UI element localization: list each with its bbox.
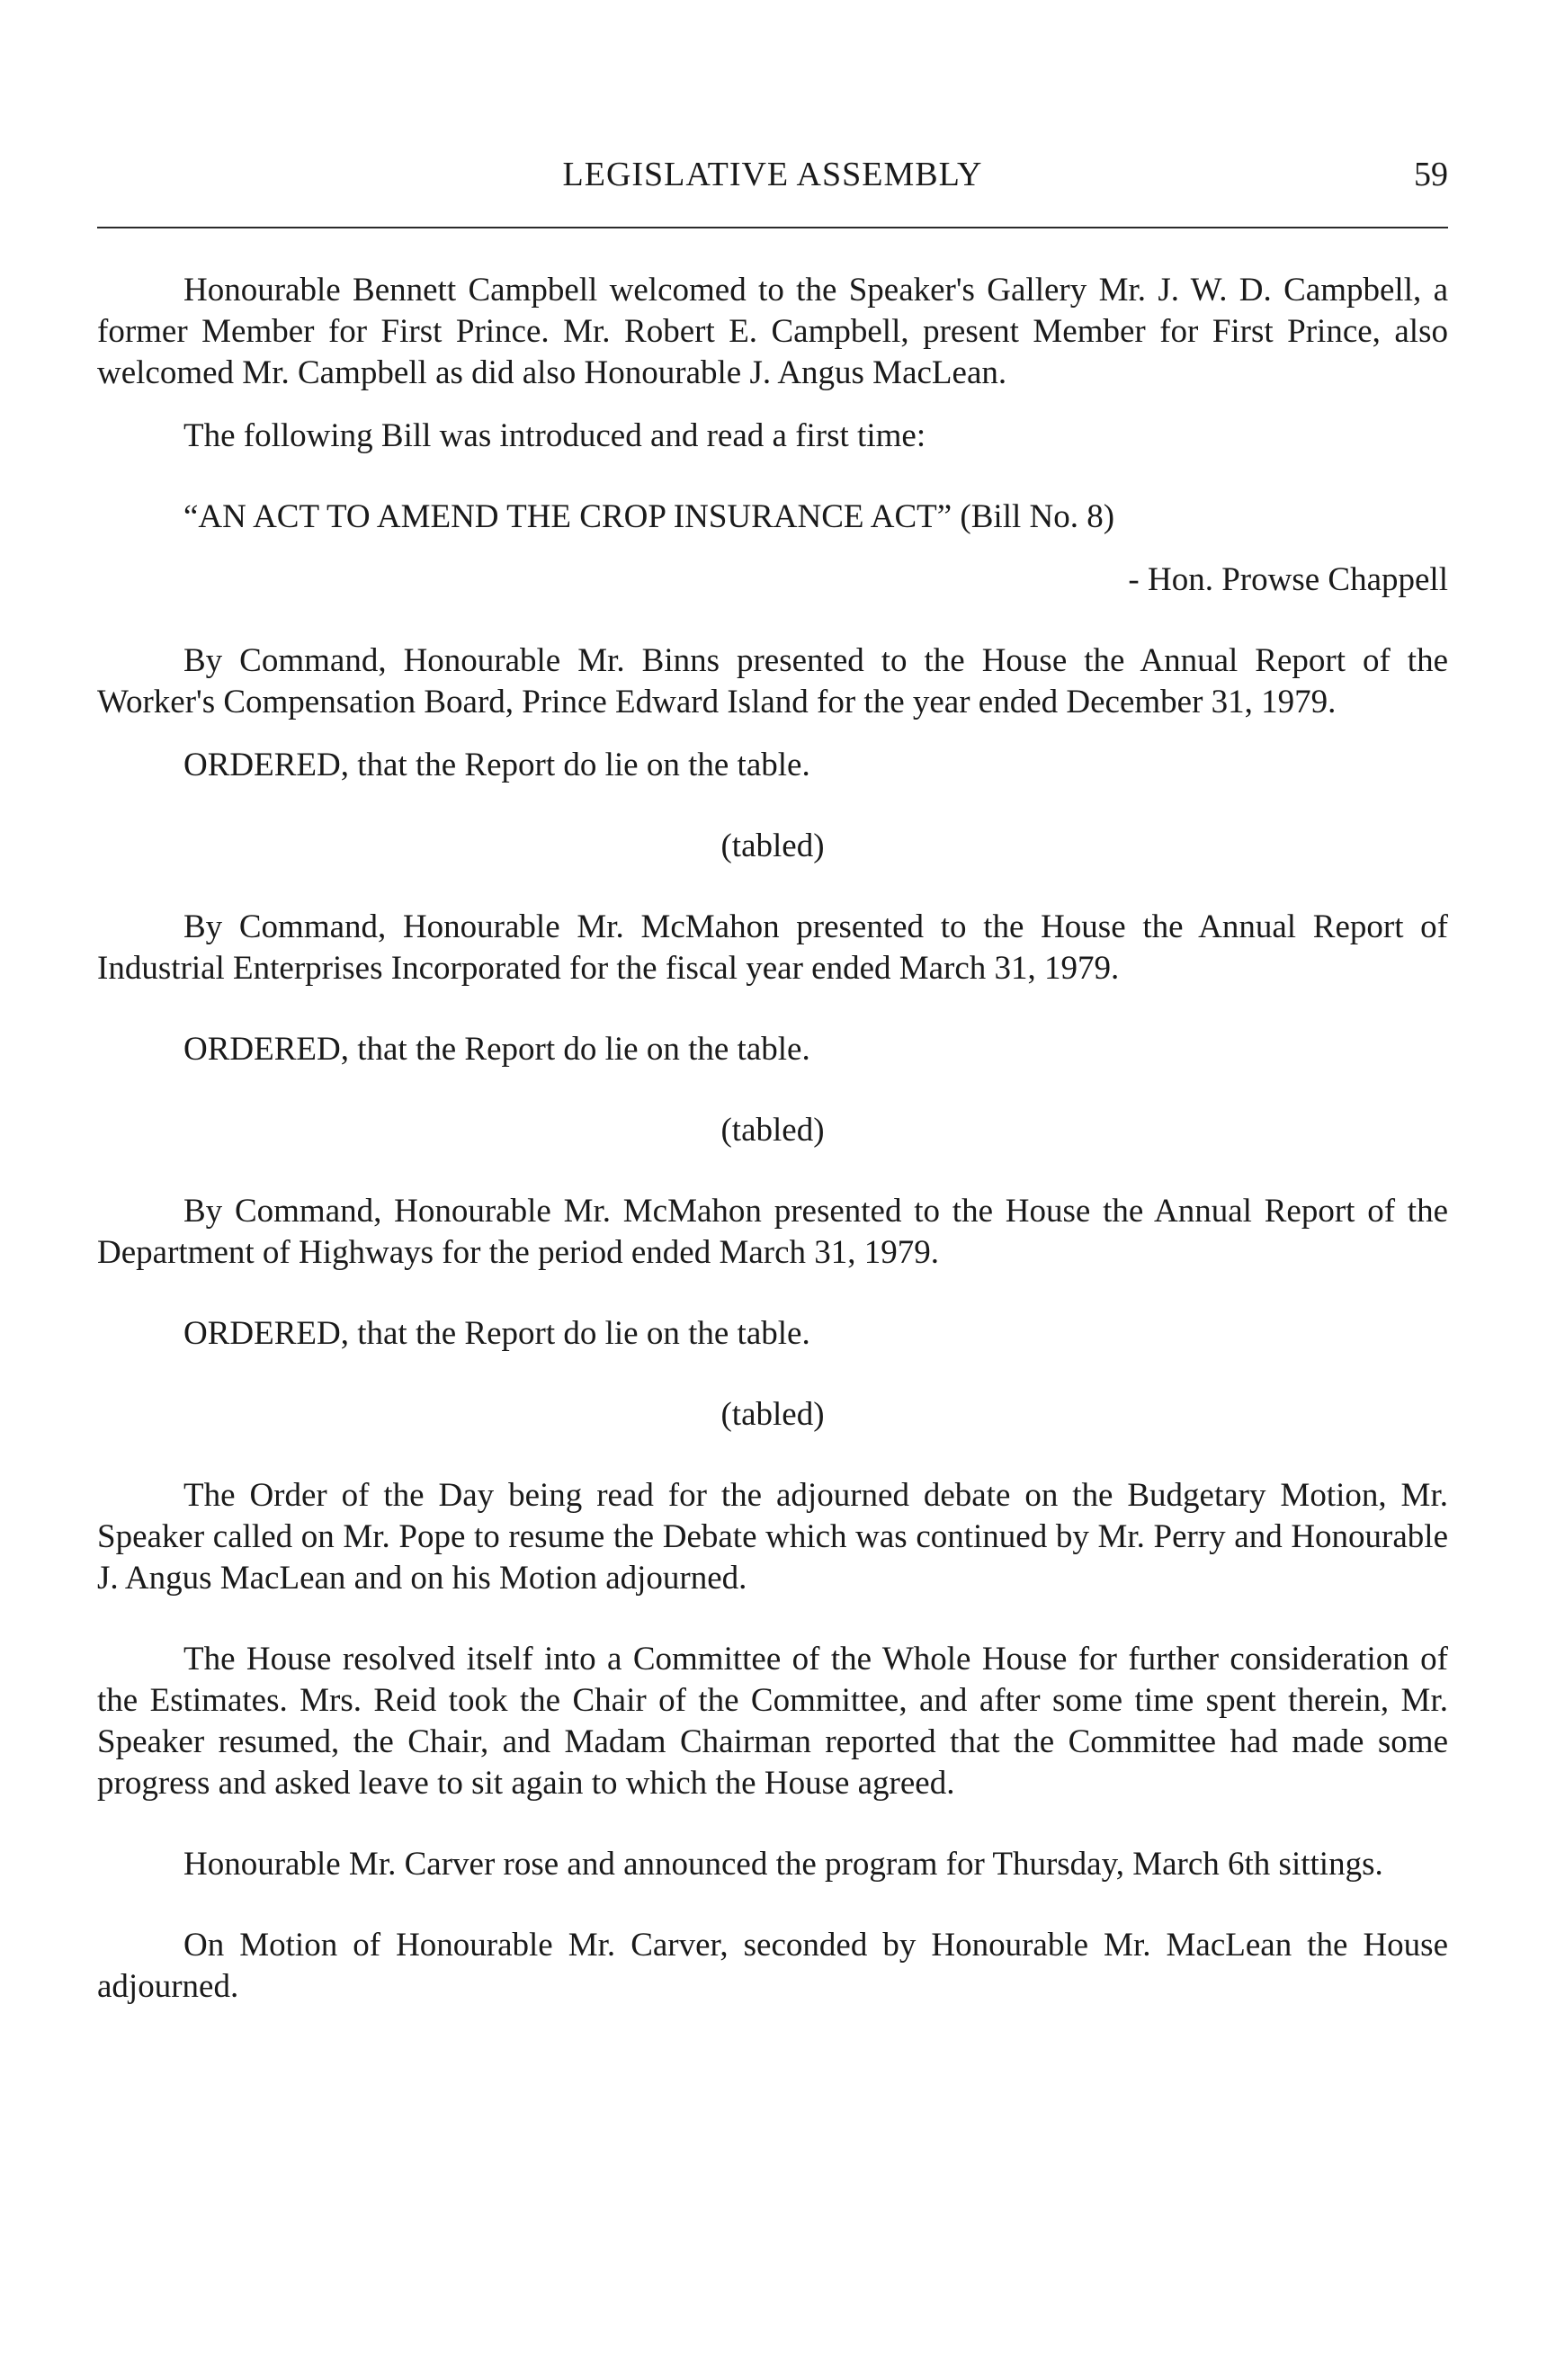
- page-header: [97, 155, 1448, 200]
- ordered-statement: ORDERED, that the Report do lie on the table.: [183, 1031, 810, 1068]
- paragraph-gallery-welcome: Honourable Bennett Campbell welcomed to the Speaker's Gallery Mr. J. W. D. Campbell, a former Member for First Prince. Mr. Robert E. Campbell, present Member for First Prince, also welcomed Mr. Campbell as did also Honourable J. Angus MacLean.: [97, 272, 1448, 391]
- header-rule: [97, 227, 1448, 228]
- ordered-statement: ORDERED, that the Report do lie on the table.: [183, 1315, 810, 1352]
- paragraph-budget-debate: The Order of the Day being read for the adjourned debate on the Budgetary Motion, Mr. Speaker called on Mr. Pope to resume the Debate which was continued by Mr. Perry and Honourable J. Angus MacLean and on his Motion adjourned.: [97, 1477, 1448, 1597]
- paragraph-highways-report: By Command, Honourable Mr. McMahon presented to the House the Annual Report of the Department of Highways for the period ended March 31, 1979.: [97, 1193, 1448, 1271]
- page-body: [97, 270, 1448, 2008]
- tabled-note: (tabled): [720, 828, 825, 864]
- paragraph-workers-comp-report: By Command, Honourable Mr. Binns presented to the House the Annual Report of the Worker's Compensation Board, Prince Edward Island for the year ended December 31, 1979.: [97, 642, 1448, 720]
- ordered-statement: ORDERED, that the Report do lie on the table.: [183, 747, 810, 783]
- tabled-note: (tabled): [720, 1112, 825, 1149]
- paragraph-industrial-enterprises-report: By Command, Honourable Mr. McMahon presented to the House the Annual Report of Industrial Enterprises Incorporated for the fiscal year ended March 31, 1979.: [97, 908, 1448, 987]
- paragraph-adjournment: On Motion of Honourable Mr. Carver, seconded by Honourable Mr. MacLean the House adjourned.: [97, 1927, 1448, 2005]
- paragraph-committee-whole-house: The House resolved itself into a Committee of the Whole House for further consideration of the Estimates. Mrs. Reid took the Chair of the Committee, and after some time spent therein, Mr. Speaker resumed, the Chair, and Madam Chairman reported that the Committee had made some progress and asked leave to sit again to which the House agreed.: [97, 1641, 1448, 1802]
- tabled-note: (tabled): [720, 1396, 825, 1433]
- bill-sponsor: - Hon. Prowse Chappell: [1128, 561, 1448, 598]
- paragraph-bill-intro: The following Bill was introduced and read a first time:: [183, 417, 926, 454]
- running-head: LEGISLATIVE ASSEMBLY: [562, 156, 983, 193]
- bill-title: “AN ACT TO AMEND THE CROP INSURANCE ACT” (Bill No. 8): [183, 498, 1115, 535]
- page-number: 59: [1414, 156, 1448, 193]
- paragraph-program-announcement: Honourable Mr. Carver rose and announced the program for Thursday, March 6th sittings.: [183, 1846, 1383, 1883]
